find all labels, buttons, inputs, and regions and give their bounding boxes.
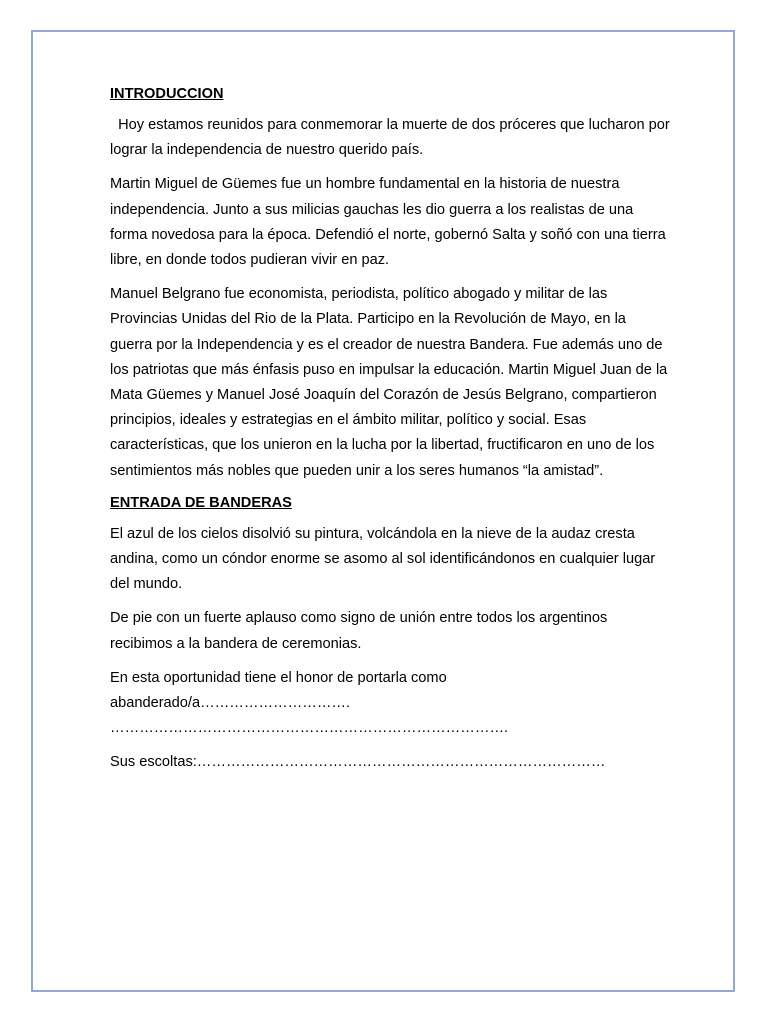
flags-paragraph-1: El azul de los cielos disolvió su pintura, volcándola en la nieve de la audaz cresta andina, como un cóndor enorme se asomo al sol identificándonos en cualquier lugar del mundo. xyxy=(110,525,656,593)
intro-paragraph-3: Manuel Belgrano fue economista, periodista, político abogado y militar de las Provincias Unidas del Rio de la Plata. Participo en la Revolución de Mayo, en la guerra por la Independencia y es el creador de nuestra Bandera. Fue además uno de los patriotas que más énfasis puso en impulsar la educación. Martin Miguel Juan de la Mata Güemes y Manuel José Joaquín del Corazón de Jesús Belgrano, compartieron principios, ideales y estrategias en el ámbito militar, político y social. Esas características, que los unieron en la lucha por la libertad, fructificaron en uno de los sentimientos más nobles que pueden unir a los seres humanos “la amistad”. xyxy=(110,286,668,479)
intro-paragraph-1 xyxy=(110,113,674,163)
intro-heading: INTRODUCCION xyxy=(110,86,224,102)
flags-paragraph-3-line-1: En esta oportunidad tiene el honor de portarla como xyxy=(110,669,447,686)
escorts-blank: Sus escoltas:………………………………………………………………………… xyxy=(110,754,606,771)
flags-paragraph-3 xyxy=(110,666,670,742)
standard-bearer-blank-continued: ………………………………………………………………………. xyxy=(110,720,509,737)
flags-paragraph-2: De pie con un fuerte aplauso como signo de unión entre todos los argentinos recibimos a la bandera de ceremonias. xyxy=(110,610,608,652)
intro-paragraph-2: Martin Miguel de Güemes fue un hombre fundamental en la historia de nuestra independencia. Junto a sus milicias gauchas les dio guerra a los realistas de una forma novedosa para la época. Defendió el norte, gobernó Salta y soñó con una tierra libre, en donde todos pudieran vivir en paz. xyxy=(110,176,666,269)
document-body xyxy=(110,84,674,785)
flags-heading: ENTRADA DE BANDERAS xyxy=(110,494,292,511)
standard-bearer-blank: abanderado/a…………………………. xyxy=(110,695,351,712)
intro-paragraph-1-text: Hoy estamos reunidos para conmemorar la muerte de dos próceres que lucharon por lograr la independencia de nuestro querido país. xyxy=(110,117,674,159)
